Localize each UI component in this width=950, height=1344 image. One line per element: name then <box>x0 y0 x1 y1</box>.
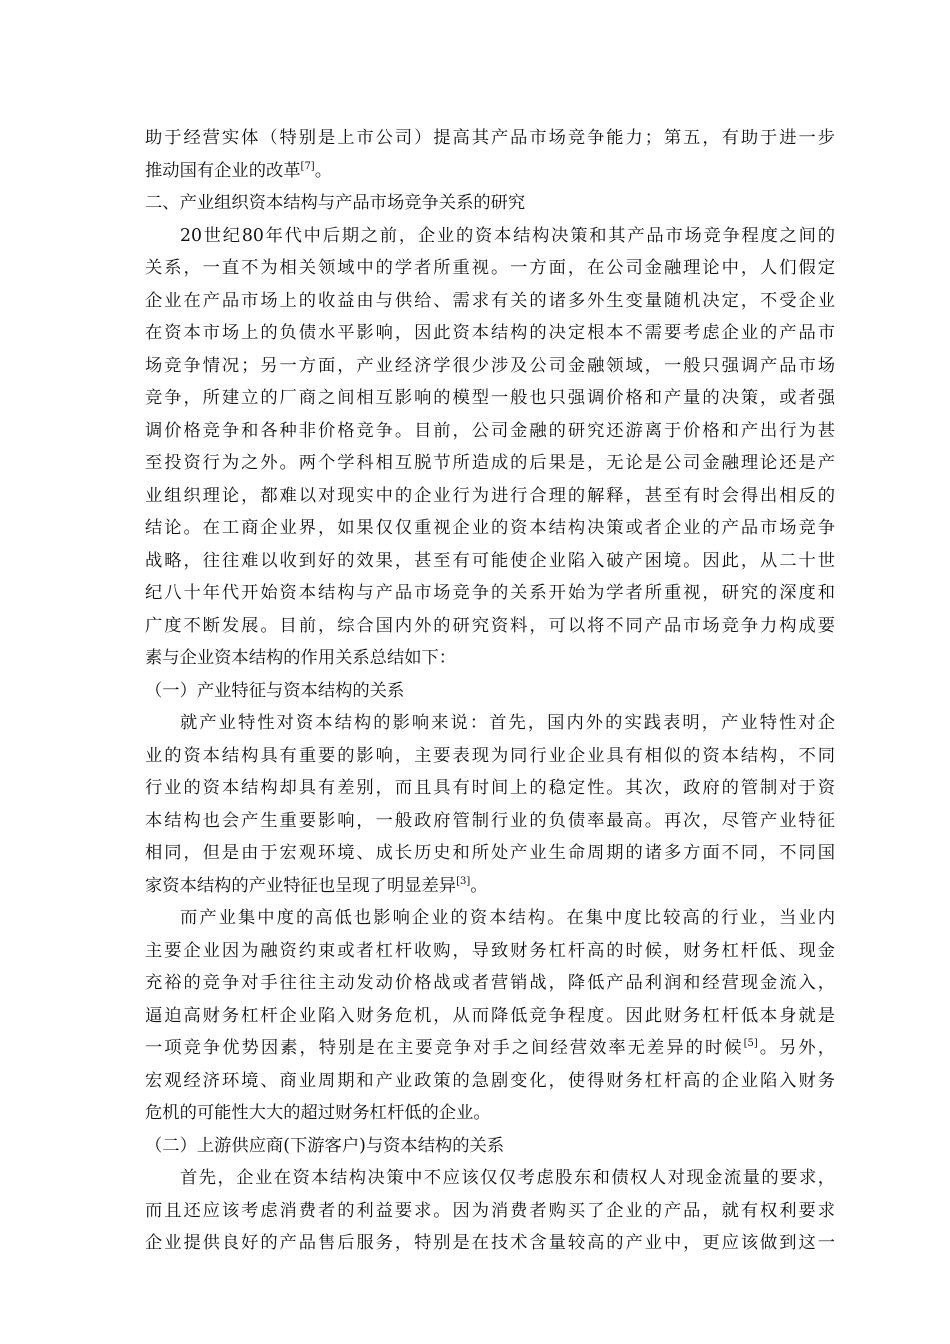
text-line: 业组织理论，都难以对现实中的企业行为进行合理的解释，甚至有时会得出相反的 <box>145 485 835 506</box>
text-line: 宏观经济环境、商业周期和产业政策的急剧变化，使得财务杠杆高的企业陷入财务 <box>145 1070 835 1091</box>
text-line: 逼迫高财务杠杆企业陷入财务危机，从而降低竞争程度。因此财务杠杆低本身就是 <box>145 1005 835 1026</box>
text-line: 素与企业资本结构的作用关系总结如下： <box>145 648 457 668</box>
section-heading: 二、产业组织资本结构与产品市场竞争关系的研究 <box>145 193 526 213</box>
paragraph <box>145 122 835 187</box>
paragraph <box>145 220 835 675</box>
text-line: 战略，往往难以收到好的效果，甚至有可能使企业陷入破产困境。因此，从二十世 <box>145 550 835 571</box>
text-line: 业的资本结构具有重要的影响，主要表现为同行业企业具有相似的资本结构，不同 <box>145 745 835 766</box>
text-line: 在资本市场上的负债水平影响，因此资本结构的决定根本不需要考虑企业的产品市 <box>145 323 835 343</box>
citation-ref: [5] <box>743 1038 758 1049</box>
citation-ref: [3] <box>456 875 471 887</box>
text-line: 家资本结构的产业特征也呈现了明显差异[3]。 <box>145 875 488 896</box>
text-line: 竞争，所建立的厂商之间相互影响的模型一般也只强调价格和产量的决策，或者强 <box>145 388 835 408</box>
text-line: 危机的可能性大大的超过财务杠杆低的企业。 <box>145 1103 491 1123</box>
paragraph <box>145 1162 835 1260</box>
text-line: 企业在产品市场上的收益由与供给、需求有关的诸多外生变量随机决定，不受企业 <box>145 290 835 311</box>
text-line: 至投资行为之外。两个学科相互脱节所造成的后果是，无论是公司金融理论还是产 <box>145 453 835 473</box>
text-line: 本结构也会产生重要影响，一般政府管制行业的负债率最高。再次，尽管产业特征 <box>145 810 835 831</box>
text-line: 而产业集中度的高低也影响企业的资本结构。在集中度比较高的行业，当业内 <box>180 908 835 928</box>
section-heading: （一）产业特征与资本结构的关系 <box>145 680 405 701</box>
text-line: 调价格竞争和各种非价格竞争。目前，公司金融的研究还游离于价格和产出行为甚 <box>145 420 835 441</box>
paragraph <box>145 707 835 902</box>
text-line: 企业提供良好的产品售后服务，特别是在技术含量较高的产业中，更应该做到这一 <box>145 1233 835 1253</box>
text-line: 充裕的竞争对手往往主动发动价格战或者营销战，降低产品利润和经营现金流入， <box>145 973 835 993</box>
text-line: 一项竞争优势因素，特别是在主要竞争对手之间经营效率无差异的时候[5]。另外， <box>145 1038 835 1058</box>
text-line: 广度不断发展。目前，综合国内外的研究资料，可以将不同产品市场竞争力构成要 <box>145 615 835 636</box>
citation-ref: [7] <box>300 160 315 172</box>
text-line: 而且还应该考虑消费者的利益要求。因为消费者购买了企业的产品，就有权利要求 <box>145 1200 835 1221</box>
text-line: 行业的资本结构却具有差别，而且具有时间上的稳定性。其次，政府的管制对于资 <box>145 778 835 798</box>
text-line: 推动国有企业的改革[7]。 <box>145 160 333 181</box>
text-line: 结论。在工商企业界，如果仅仅重视企业的资本结构决策或者企业的产品市场竞争 <box>145 518 835 538</box>
document-body <box>145 122 835 1260</box>
text-line: 助于经营实体（特别是上市公司）提高其产品市场竞争能力；第五，有助于进一步 <box>145 128 835 148</box>
section-heading: （二）上游供应商(下游客户)与资本结构的关系 <box>145 1135 505 1156</box>
text-line: 纪八十年代开始资本结构与产品市场竞争的关系开始为学者所重视，研究的深度和 <box>145 583 835 603</box>
paragraph <box>145 902 835 1130</box>
text-line: 就产业特性对资本结构的影响来说：首先，国内外的实践表明，产业特性对企 <box>180 713 835 733</box>
text-line: 主要企业因为融资约束或者杠杆收购，导致财务杠杆高的时候，财务杠杆低、现金 <box>145 940 835 961</box>
text-line: 场竞争情况；另一方面，产业经济学很少涉及公司金融领域，一般只强调产品市场 <box>145 355 835 376</box>
text-line: 关系，一直不为相关领域中的学者所重视。一方面，在公司金融理论中，人们假定 <box>145 258 835 278</box>
text-line: 首先，企业在资本结构决策中不应该仅仅考虑股东和债权人对现金流量的要求， <box>180 1168 835 1188</box>
text-line: 20世纪80年代中后期之前，企业的资本结构决策和其产品市场竞争程度之间的 <box>180 225 835 246</box>
text-line: 相同，但是由于宏观环境、成长历史和所处产业生命周期的诸多方面不同，不同国 <box>145 843 835 863</box>
